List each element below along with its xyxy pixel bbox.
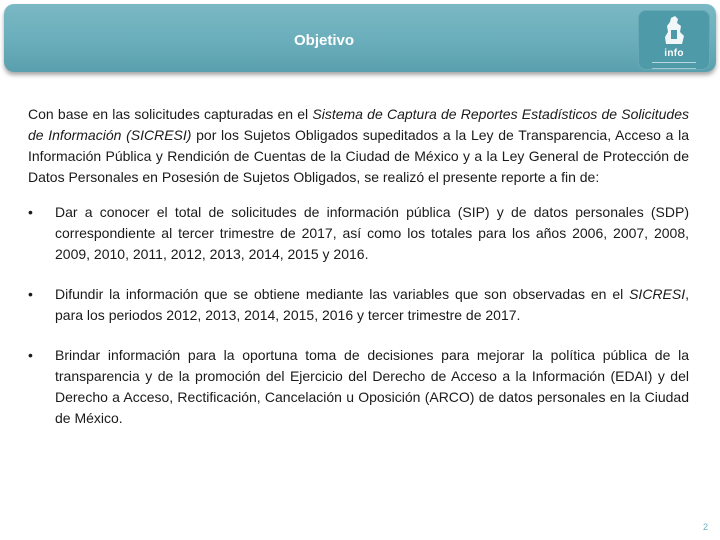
intro-paragraph: [28, 104, 689, 188]
logo-caption-lines: [652, 62, 696, 69]
intro-text-2: por los Sujetos Obligados supeditados a la Ley de Transparencia, Acceso a la Información Pública y Rendición de Cuentas de la Ciudad de México y a la Ley General de Protección de Datos Personales en Posesión de Sujetos Obligados, se realizó el presente reporte a fin de:: [28, 127, 689, 185]
page-title: Objetivo: [293, 32, 354, 49]
list-item-text: Dar a conocer el total de solicitudes de información pública (SIP) y de datos personales (SDP) correspondiente al tercer trimestre de 2017, así como los totales para los años 2006, 2007, 2008, 2009, 2010, 2011, 2012, 2013, 2014, 2015 y 2016.: [55, 204, 689, 262]
list-item: [28, 202, 689, 265]
system-name: Sistema de Captura de Reportes Estadísticos de Solicitudes de Información (SICRESI): [28, 106, 689, 143]
intro-text-1: Con base en las solicitudes capturadas en el: [28, 106, 313, 122]
info-df-logo: [638, 10, 710, 70]
bullet-icon: •: [28, 204, 33, 220]
list-item-text-2: , para los periodos 2012, 2013, 2014, 2015, 2016 y tercer trimestre de 2017.: [55, 286, 689, 323]
page-number: 2: [702, 522, 708, 532]
header-banner: [4, 4, 716, 72]
logo-text: info: [664, 48, 684, 59]
list-item: [28, 345, 689, 429]
list-item-text-1: Difundir la información que se obtiene mediante las variables que son observadas en el: [55, 286, 630, 302]
bullet-icon: •: [28, 347, 33, 363]
list-item-italic: SICRESI: [629, 286, 686, 302]
city-silhouette-icon: [638, 10, 710, 70]
bullet-icon: •: [28, 286, 33, 302]
list-item-text: Brindar información para la oportuna toma de decisiones para mejorar la política pública de la transparencia y de la promoción del Ejercicio del Derecho de Acceso a la Información (EDAI) y del Derecho a Acceso, Rectificación, Cancelación u Oposición (ARCO) de datos personales en la Ciudad de México.: [55, 347, 689, 426]
main-content: [28, 104, 689, 448]
objectives-list: [28, 202, 689, 429]
list-item: [28, 284, 689, 326]
